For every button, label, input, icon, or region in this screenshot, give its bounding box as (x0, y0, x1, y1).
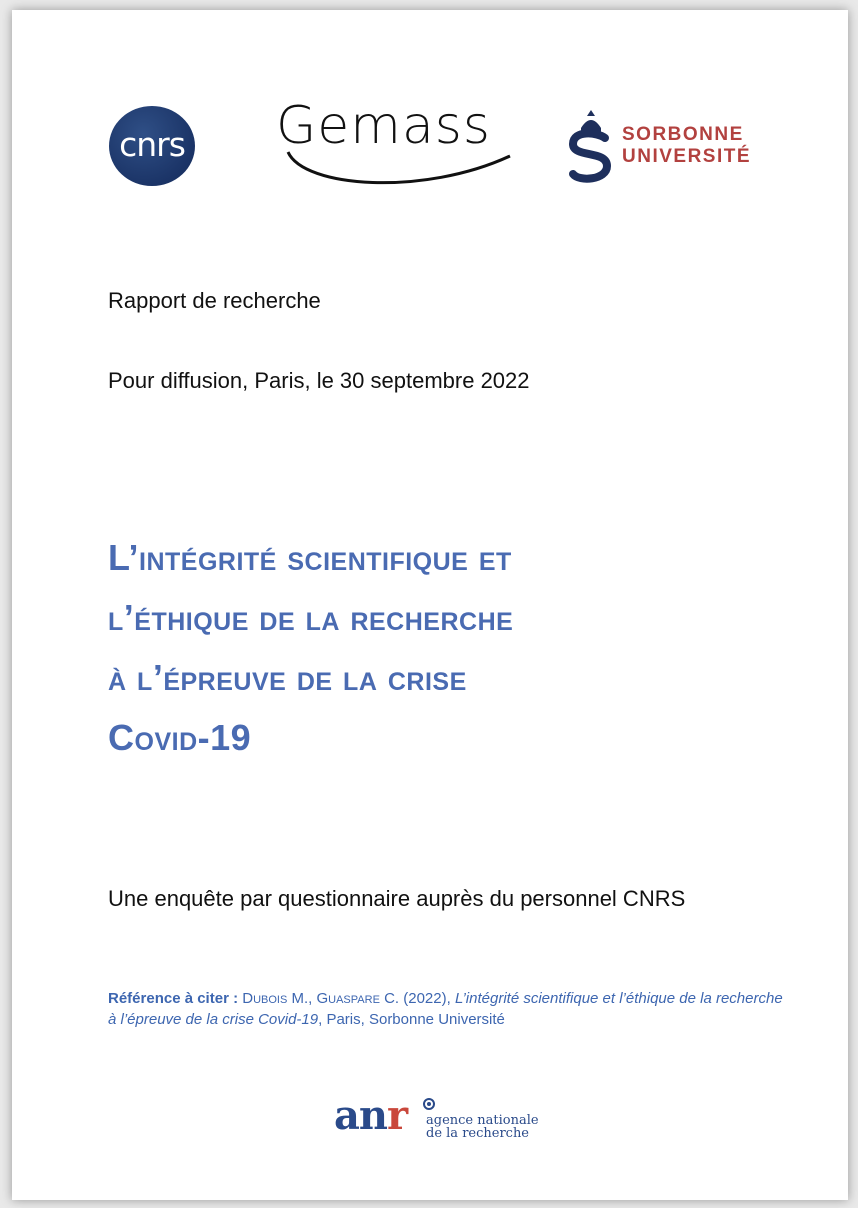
title-line: l’éthique de la recherche (108, 597, 514, 638)
anr-logo-text: agence nationale de la recherche (426, 1113, 539, 1141)
document-subtitle: Une enquête par questionnaire auprès du personnel CNRS (108, 886, 686, 911)
anr-logo (334, 1092, 574, 1152)
registered-icon (423, 1098, 435, 1110)
cnrs-logo (109, 106, 195, 186)
citation-label: Référence à citer : (108, 990, 239, 1007)
title-line: à l’épreuve de la crise (108, 657, 467, 698)
sorbonne-logo (567, 106, 767, 192)
title-line: Covid-19 (108, 717, 252, 758)
gemass-logo (274, 96, 514, 196)
sorbonne-line1: SORBONNE (622, 124, 744, 145)
diffusion-date: Pour diffusion, Paris, le 30 septembre 2022 (108, 368, 530, 393)
citation-year: (2022), (403, 990, 451, 1007)
gemass-swoosh-icon (274, 96, 514, 196)
gemass-logo-text: Gemass (276, 96, 491, 156)
document-title (108, 528, 808, 768)
cnrs-logo-text: cnrs (119, 124, 185, 164)
document-page (12, 10, 848, 1200)
citation-title: L’intégrité scientifique et l’éthique de la recherche à l’épreuve de la crise Covid-19 (108, 990, 783, 1028)
anr-logo-mark: anr (334, 1092, 408, 1139)
citation-publisher: , Paris, Sorbonne Université (318, 1011, 505, 1028)
sorbonne-line2: UNIVERSITÉ (622, 146, 752, 167)
title-line: L’intégrité scientifique et (108, 537, 512, 578)
sorbonne-emblem-icon (567, 106, 617, 186)
citation-authors: Dubois M., Guaspare C. (242, 990, 400, 1007)
report-type: Rapport de recherche (108, 288, 321, 313)
citation-reference (108, 988, 788, 1030)
